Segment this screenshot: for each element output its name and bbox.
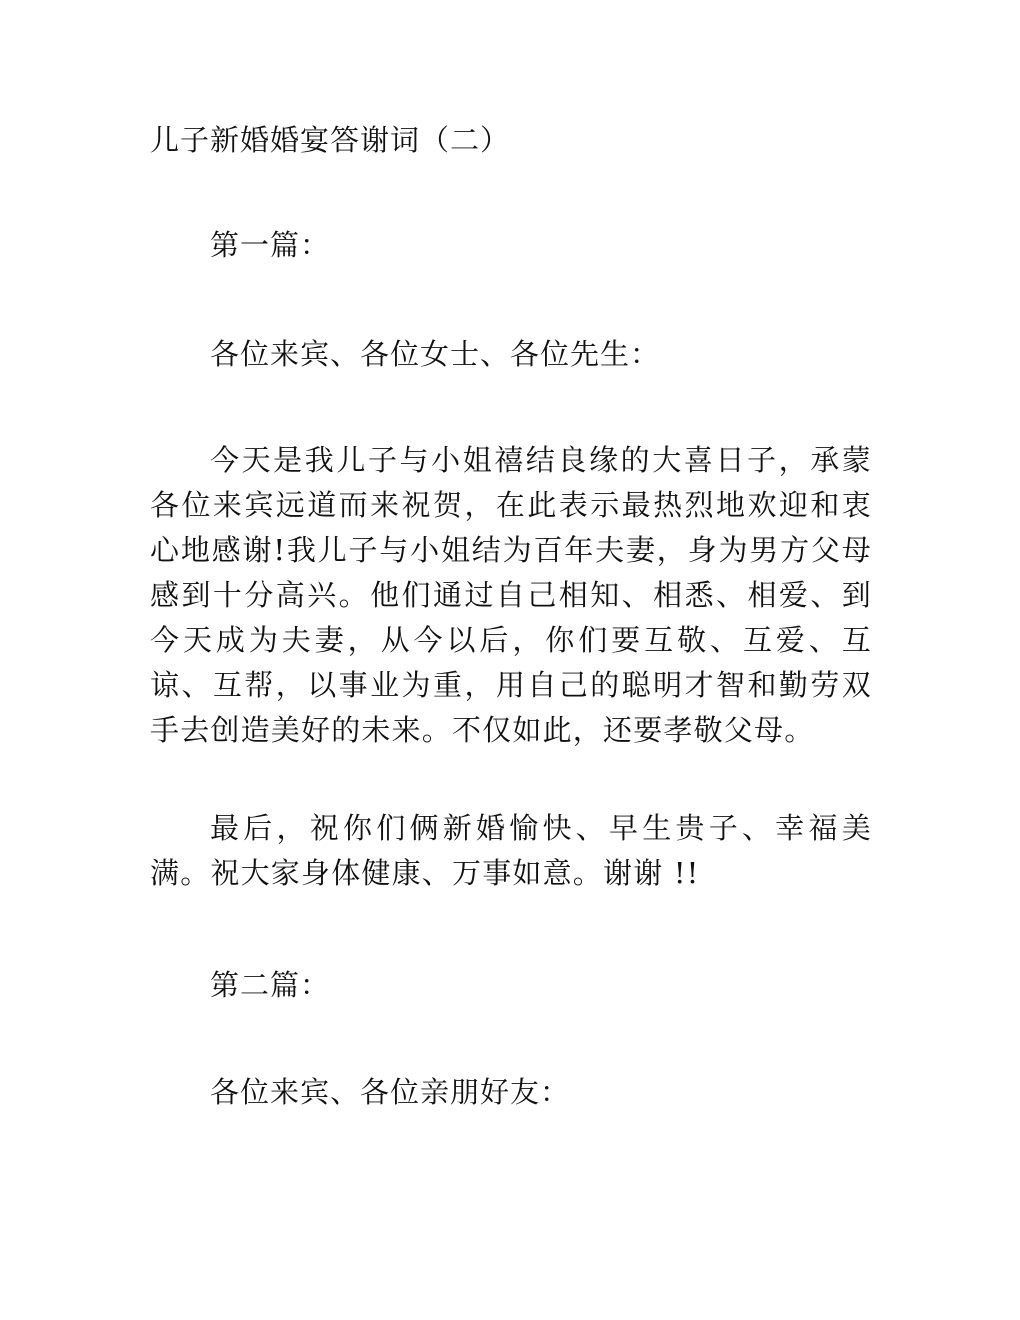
section-2-heading: 第二篇： [210,968,331,1002]
section-1-paragraph-1: 今天是我儿子与小姐禧结良缘的大喜日子，承蒙各位来宾远道而来祝贺，在此表示最热烈地欢迎和衷心地感谢!我儿子与小姐结为百年夫妻，身为男方父母感到十分高兴。他们通过自己相知、相悉、相爱、到今天成为夫妻，从今以后，你们要互敬、互爱、互谅、互帮，以事业为重，用自己的聪明才智和勤劳双手去创造美好的未来。不仅如此，还要孝敬父母。 [150,443,872,747]
section-2-salutation: 各位来宾、各位亲朋好友： [210,1075,571,1109]
section-1-salutation: 各位来宾、各位女士、各位先生： [210,337,661,371]
section-1-heading: 第一篇： [210,228,331,262]
section-1-paragraph-2: 最后，祝你们俩新婚愉快、早生贵子、幸福美满。祝大家身体健康、万事如意。谢谢 !! [150,811,872,890]
document-title: 儿子新婚婚宴答谢词（二） [150,123,511,157]
